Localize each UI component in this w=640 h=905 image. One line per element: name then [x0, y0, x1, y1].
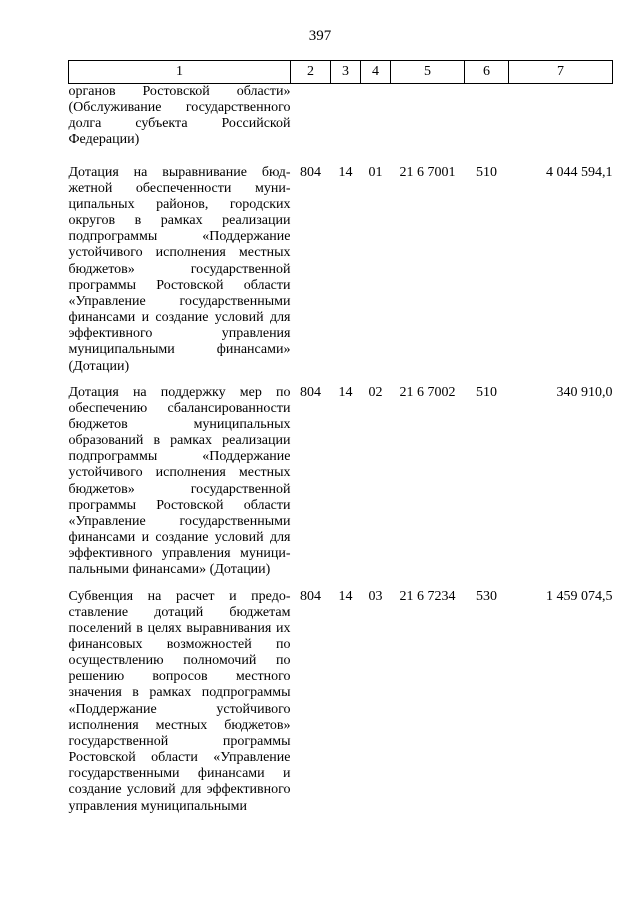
row-description: органов Ростовской области» (Обслуживание государственного долга субъекта Российской Федерации) [68, 84, 291, 148]
row-section: 14 [338, 588, 353, 604]
budget-table [68, 60, 613, 825]
row-section: 14 [338, 164, 353, 180]
row-subsection: 01 [368, 164, 383, 180]
header-col-4: 4 [361, 61, 391, 84]
row-target-article [391, 84, 465, 165]
row-target-article: 21 6 7001 [399, 164, 456, 180]
header-col-7: 7 [509, 61, 613, 84]
row-amount [509, 84, 613, 165]
row-ministry-code: 804 [300, 164, 321, 180]
row-ministry-code: 804 [300, 588, 321, 604]
header-col-5: 5 [391, 61, 465, 84]
row-description: Дотация на выравнивание бюджетной обеспеченности муниципальных районов, городских округов в рамках реализации подпрограммы «Поддержание устойчивого исполнения местных бюджетов» государственной программы Ростовской области «Управление государственными финансами и создание условий для эффективного управления муниципальными финансами» (Дотации) [68, 164, 291, 374]
header-col-2: 2 [291, 61, 331, 84]
row-expense-type: 530 [476, 588, 497, 604]
row-expense-type: 510 [476, 164, 497, 180]
header-col-1: 1 [69, 61, 291, 84]
row-subsection: 03 [368, 588, 383, 604]
row-expense-type: 510 [476, 384, 497, 400]
row-amount: 340 910,0 [556, 384, 613, 400]
row-section: 14 [338, 384, 353, 400]
row-subsection [361, 84, 391, 165]
row-ministry-code: 804 [300, 384, 321, 400]
row-description: Субвенция на расчет и предоставление дотаций бюджетам поселений в целях выравнивания их финансовых возможностей по осуществлению полномочий по решению вопросов местного значения в рамках подпрограммы «Поддержание устойчивого исполнения местных бюджетов» государственной программы Ростовской области «Управление государственными финансами и создание условий для эффективного управления муниципальными [68, 588, 291, 814]
table-row [69, 84, 613, 165]
row-target-article: 21 6 7002 [399, 384, 456, 400]
header-col-3: 3 [331, 61, 361, 84]
table-row [69, 165, 613, 385]
row-ministry-code [291, 84, 331, 165]
row-amount: 4 044 594,1 [546, 164, 613, 180]
row-subsection: 02 [368, 384, 383, 400]
header-col-6: 6 [465, 61, 509, 84]
page-number: 397 [308, 28, 332, 44]
table-row [69, 385, 613, 589]
table-row [69, 589, 613, 825]
row-amount: 1 459 074,5 [546, 588, 613, 604]
row-section [331, 84, 361, 165]
row-expense-type [465, 84, 509, 165]
row-description: Дотация на поддержку мер по обеспечению сбалансированности бюджетов муниципальных образований в рамках реализации подпрограммы «Поддержание устойчивого исполнения местных бюджетов» государственной программы Ростовской области «Управление государственными финансами и создание условий для эффективного управления муниципальными финансами» (Дотации) [68, 384, 291, 578]
row-target-article: 21 6 7234 [399, 588, 456, 604]
column-number-header [69, 61, 613, 84]
